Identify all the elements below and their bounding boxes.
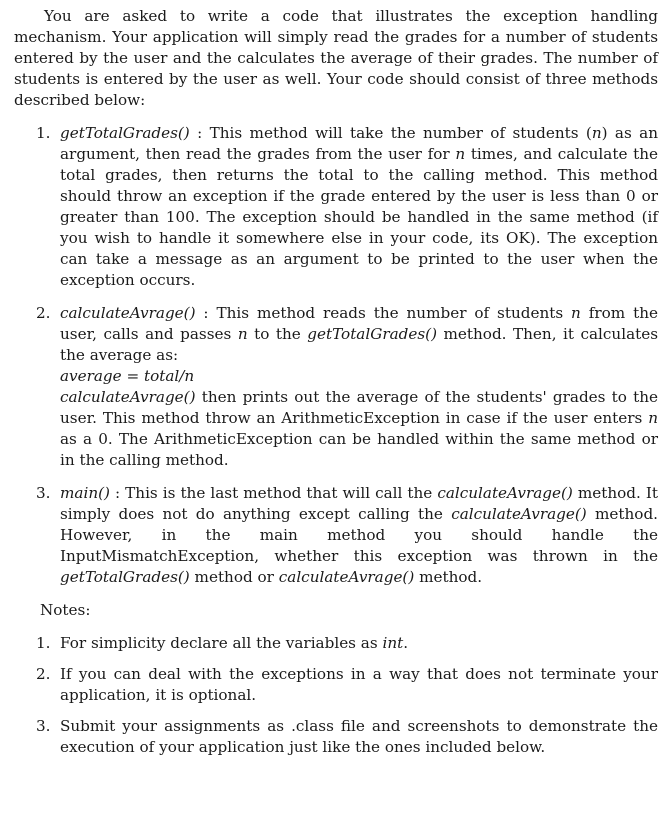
text-span: as a 0. The ArithmeticException can be handled within the same method or in the calling method. [60, 430, 658, 469]
method-name: getTotalGrades() [60, 568, 190, 586]
separator: : [195, 304, 217, 322]
method-name: calculateAvrage() [278, 568, 415, 586]
text-span: method. Then, it calculates the average as: [60, 325, 659, 364]
list-number: 3. [36, 484, 51, 502]
text-span: This method will take the number of students ( [209, 124, 592, 142]
math-var: n [591, 124, 602, 142]
separator: : [189, 124, 210, 142]
text-span: method or [189, 568, 279, 586]
text-span: method. However, in the main method you should handle the InputMismatchException, whether this exception was thrown in the [60, 505, 659, 565]
list-number: 3. [36, 717, 51, 735]
text-span: to the [247, 325, 308, 343]
note-item [14, 664, 658, 706]
text-span: ) as an argument, then read the grades from the user for [60, 124, 658, 163]
math-var: n [237, 325, 248, 343]
list-number: 1. [36, 634, 51, 652]
text-span: This method reads the number of students [216, 304, 572, 322]
text-span: For simplicity declare all the variables as [60, 634, 383, 652]
method-name: getTotalGrades() [307, 325, 438, 343]
text-span: method. [414, 568, 483, 586]
list-number: 1. [36, 124, 51, 142]
notes-list [14, 633, 658, 758]
text-span: If you can deal with the exceptions in a way that does not terminate your application, it is optional. [60, 665, 658, 704]
average-formula: average = total/n [60, 367, 195, 385]
method-description [60, 303, 658, 366]
text-span: method. It simply does not do anything except calling the [60, 484, 658, 523]
math-var: n [648, 409, 658, 427]
separator: : [109, 484, 126, 502]
method-name: calculateAvrage() [437, 484, 573, 502]
text-span: then prints out the average of the students' grades to the user. This method throw an ArithmeticException in case if the user enters [60, 388, 658, 427]
list-number: 2. [36, 304, 51, 322]
math-var: n [571, 304, 581, 322]
list-number: 2. [36, 665, 51, 683]
method-item-calculate-avrage [14, 303, 658, 471]
method-item-get-total-grades [14, 123, 658, 291]
method-name: calculateAvrage() [60, 304, 196, 322]
emphasis-text: int [382, 634, 404, 652]
math-var: n [455, 145, 466, 163]
text-span: from the user, calls and passes [60, 304, 658, 343]
method-name: calculateAvrage() [451, 505, 587, 523]
methods-list [14, 123, 658, 588]
intro-paragraph: You are asked to write a code that illustrates the exception handling mechanism. Your application will simply read the grades for a number of students entered by the user and the calculates the average of their grades. The number of students is entered by the user as well. Your code should consist of three methods described below: [14, 7, 658, 109]
method-name: calculateAvrage() [60, 388, 196, 406]
note-item [14, 633, 658, 654]
text-span: times, and calculate the total grades, then returns the total to the calling method. This method should throw an exception if the grade entered by the user is less than 0 or greater than 100. The exception should be handled in the same method (if you wish to handle it somewhere else in your code, its OK). The exception can take a message as an argument to be printed to the user when the exception occurs. [60, 145, 658, 289]
method-output-description [60, 387, 658, 471]
text-span: This is the last method that will call the [125, 484, 438, 502]
method-name: main() [60, 484, 110, 502]
text-span: . [403, 634, 409, 652]
note-item [14, 716, 658, 758]
method-name: getTotalGrades() [60, 124, 190, 142]
method-item-main [14, 483, 658, 588]
text-span: Submit your assignments as .class file and screenshots to demonstrate the execution of your application just like the ones included below. [60, 717, 658, 756]
notes-heading: Notes: [40, 601, 91, 619]
